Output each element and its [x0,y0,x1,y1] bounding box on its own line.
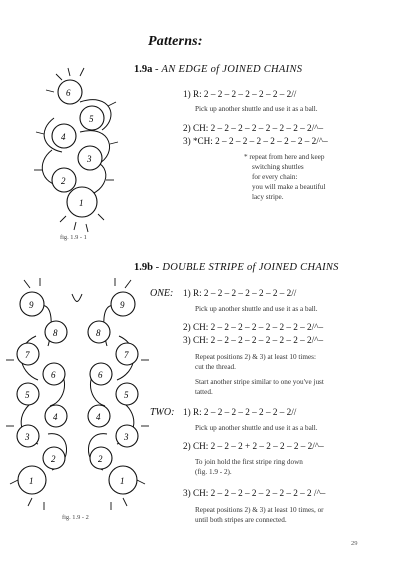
section-a-name: - AN EDGE of JOINED CHAINS [155,64,303,75]
ring-label: 8 [53,328,58,338]
a-note-4: you will make a beautiful [252,183,326,191]
b-two-fig-ref: (fig. 1.9 - 2). [195,468,232,476]
ring-label: 7 [124,350,129,360]
ring-label: 8 [96,328,101,338]
b-two-until: until both stripes are connected. [195,516,287,524]
figure-1-9-2 [10,280,145,510]
b-one-tatted: tatted. [195,388,213,396]
section-b-number: 1.9b [134,262,153,273]
ring-label: 5 [124,390,129,400]
section-a-number: 1.9a [134,64,153,75]
b-two-repeat: Repeat positions 2) & 3) at least 10 times, or [195,506,324,514]
a-note-3: for every chain: [252,173,298,181]
b-one-step-3: 3) CH: 2 – 2 – 2 – 2 – 2 – 2 – 2 – 2/^– [183,335,324,345]
b-one-pickup: Pick up another shuttle and use it as a ball. [195,305,318,313]
b-one-repeat: Repeat positions 2) & 3) at least 10 times: [195,353,316,361]
label-one: ONE: [150,288,174,299]
ring-label: 6 [66,88,71,98]
b-two-step-1: 1) R: 2 – 2 – 2 – 2 – 2 – 2 – 2// [183,407,297,417]
b-one-step-1: 1) R: 2 – 2 – 2 – 2 – 2 – 2 – 2// [183,288,297,298]
ring-label: 2 [98,454,103,464]
section-b-heading [134,262,339,273]
a-step-2: 2) CH: 2 – 2 – 2 – 2 – 2 – 2 – 2 – 2/^– [183,123,324,133]
ring-label: 4 [53,412,58,422]
b-two-step-2: 2) CH: 2 – 2 – 2 + 2 – 2 – 2 – 2 – 2/^– [183,441,324,451]
b-two-step-3: 3) CH: 2 – 2 – 2 – 2 – 2 – 2 – 2 – 2 /^– [183,488,326,498]
a-note-2: switching shuttles [252,163,304,171]
b-one-step-2: 2) CH: 2 – 2 – 2 – 2 – 2 – 2 – 2 – 2/^– [183,322,324,332]
ring-label: 3 [25,432,30,442]
ring-label: 1 [29,476,34,486]
a-note-1: * repeat from here and keep [244,153,325,161]
ring-label: 3 [124,432,129,442]
b-two-pickup: Pick up another shuttle and use it as a ball. [195,424,318,432]
figure-1-9-2-caption: fig. 1.9 - 2 [62,514,89,521]
ring-label: 2 [61,176,66,186]
section-a-heading [134,64,302,75]
ring-label: 5 [89,114,94,124]
label-two: TWO: [150,407,175,418]
b-two-join: To join hold the first stripe ring down [195,458,303,466]
a-note-5: lacy stripe. [252,193,284,201]
ring-label: 9 [120,300,125,310]
figure-1-9-1-caption: fig. 1.9 - 1 [60,234,87,241]
a-step-3: 3) *CH: 2 – 2 – 2 – 2 – 2 – 2 – 2 – 2/^– [183,136,328,146]
figure-1-9-1 [40,62,130,227]
ring-label: 6 [98,370,103,380]
ring-label: 6 [51,370,56,380]
a-step-1: 1) R: 2 – 2 – 2 – 2 – 2 – 2 – 2// [183,89,297,99]
ring-label: 5 [25,390,30,400]
ring-label: 4 [96,412,101,422]
ring-label: 9 [29,300,34,310]
section-b-name: - DOUBLE STRIPE of JOINED CHAINS [155,262,339,273]
ring-label: 2 [51,454,56,464]
ring-label: 7 [25,350,30,360]
ring-label: 1 [120,476,125,486]
ring-label: 3 [87,154,92,164]
ring-label: 4 [61,132,66,142]
b-one-cut: cut the thread. [195,363,236,371]
a-note-pickup: Pick up another shuttle and use it as a ball. [195,105,318,113]
page-title: Patterns: [148,34,203,49]
b-one-start: Start another stripe similar to one you've just [195,378,324,386]
page-number: 29 [351,540,358,547]
ring-label: 1 [79,198,84,208]
